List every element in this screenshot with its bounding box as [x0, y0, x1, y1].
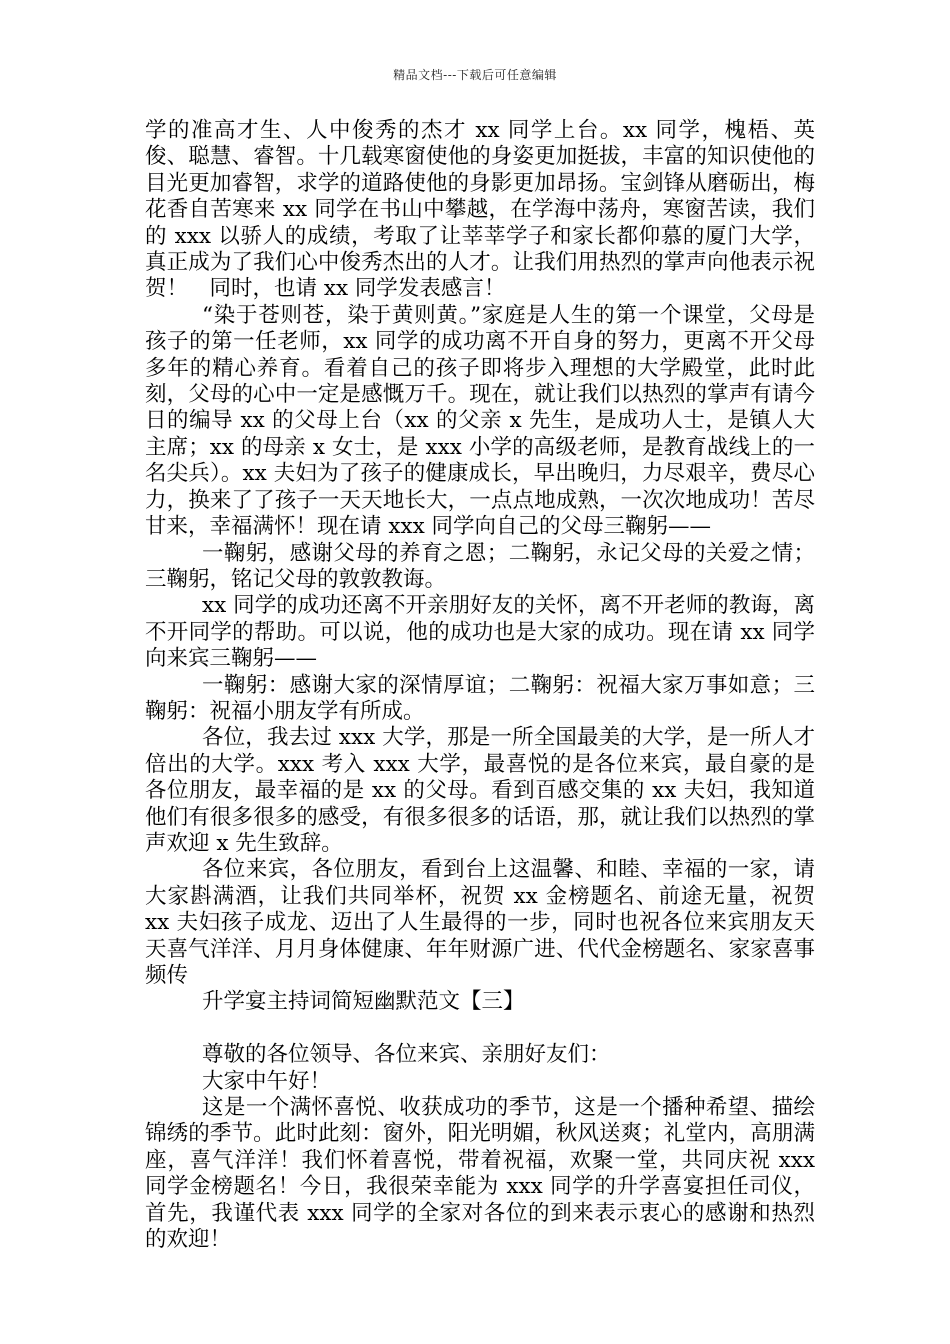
paragraph-toast: 各位来宾，各位朋友，看到台上这温馨、和睦、幸福的一家，请大家斟满酒，让我们共同举杯，祝贺 xx 金榜题名、前途无量，祝贺 xx 夫妇孩子成龙、迈出了人生最得的一步，同时也祝各位来宾朋友天天喜气洋洋、月月身体健康、年年财源广进、代代金榜题名、家家喜事频传: [145, 857, 815, 988]
paragraph-closing: 这是一个满怀喜悦、收获成功的季节，这是一个播种希望、描绘锦绣的季节。此时此刻：窗外，阳光明媚，秋风送爽；礼堂内，高朋满座，喜气洋洋！我们怀着喜悦，带着祝福，欢聚一堂，共同庆祝 xxx 同学金榜题名！今日，我很荣幸能为 xxx 同学的升学喜宴担任司仪，首先，我谨代表 xxx 同学的全家对各位的到来表示衷心的感谢和热烈的欢迎！: [145, 1095, 815, 1253]
blank-line: [145, 1016, 815, 1042]
section-title: 升学宴主持词简短幽默范文【三】: [202, 989, 525, 1015]
paragraph-intro: 学的准高才生、人中俊秀的杰才 xx 同学上台。xx 同学，槐梧、英俊、聪慧、睿智。十几载寒窗使他的身姿更加挺拔，丰富的知识使他的目光更加睿智，求学的道路使他的身影更加昂扬。宝剑锋从磨砺出，梅花香自苦寒来 xx 同学在书山中攀越，在学海中荡舟，寒窗苦读，我们的 xxx 以骄人的成绩，考取了让莘莘学子和家长都仰慕的厦门大学，真正成为了我们心中俊秀杰出的人才。让我们用热烈的掌声向他表示祝贺！ 同时，也请 xx 同学发表感言！: [145, 118, 815, 302]
document-body: [145, 118, 815, 1253]
salute-line: 大家中午好！: [202, 1068, 332, 1094]
greeting-line: 尊敬的各位领导、各位来宾、亲朋好友们：: [202, 1042, 611, 1068]
page-header: 精品文档---下载后可任意编辑: [393, 68, 557, 82]
paragraph-friends: xx 同学的成功还离不开亲朋好友的关怀，离不开老师的教诲，离不开同学的帮助。可以说，他的成功也是大家的成功。现在请 xx 同学向来宾三鞠躬——: [145, 593, 815, 672]
paragraph-parents: “染于苍则苍，染于黄则黄。”家庭是人生的第一个课堂，父母是孩子的第一任老师，xx 同学的成功离不开自身的努力，更离不开父母多年的精心养育。看着自己的孩子即将步入理想的大学殿堂，此时此刻，父母的心中一定是感慨万千。现在，就让我们以热烈的掌声有请今日的编导 xx 的父母上台（xx 的父亲 x 先生，是成功人士，是镇人大主席；xx 的母亲 x 女士，是 xxx 小学的高级老师，是教育战线上的一名尖兵）。xx 夫妇为了孩子的健康成长，早出晚归，力尽艰辛，费尽心力，换来了了孩子一天天地长大，一点点地成熟，一次次地成功！苦尽甘来，幸福满怀！现在请 xxx 同学向自己的父母三鞠躬——: [145, 302, 815, 540]
paragraph-bow-guests: 一鞠躬：感谢大家的深情厚谊；二鞠躬：祝福大家万事如意；三鞠躬：祝福小朋友学有所成。: [145, 672, 815, 724]
paragraph-bow-parents: 一鞠躬，感谢父母的养育之恩；二鞠躬，永记父母的关爱之情；三鞠躬，铭记父母的敦敦教诲。: [145, 540, 815, 592]
paragraph-university: 各位，我去过 xxx 大学，那是一所全国最美的大学，是一所人才倍出的大学。xxx 考入 xxx 大学，最喜悦的是各位来宾，最自豪的是各位朋友，最幸福的是 xx 的父母。看到百感交集的 xx 夫妇，我知道他们有很多很多的感受，有很多很多的话语，那，就让我们以热烈的掌声欢迎 x 先生致辞。: [145, 725, 815, 856]
